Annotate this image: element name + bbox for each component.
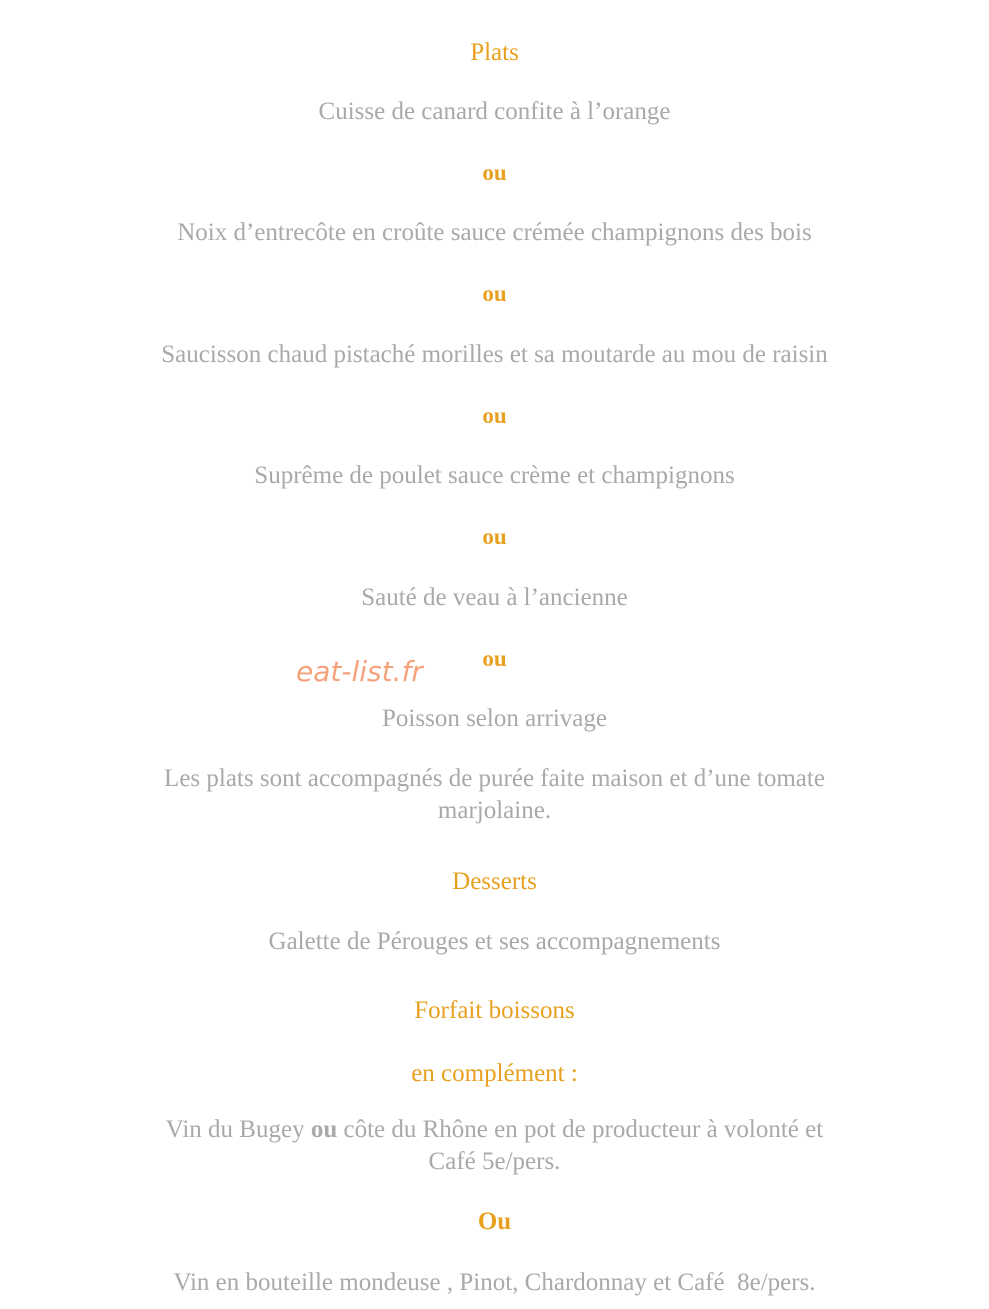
desserts-heading: Desserts xyxy=(452,868,537,895)
forfait-option-1-line-1 xyxy=(0,1114,989,1146)
dish-poulet: Suprême de poulet sauce crème et champignons xyxy=(254,462,735,489)
separator-ou: ou xyxy=(482,403,507,428)
plats-heading: Plats xyxy=(470,39,519,66)
forfait-option-1-line-2: Café 5e/pers. xyxy=(428,1148,561,1175)
dish-saucisson: Saucisson chaud pistaché morilles et sa moutarde au mou de raisin xyxy=(161,341,828,368)
option-1-ou: ou xyxy=(310,1116,338,1143)
watermark-logo: eat-list.fr xyxy=(296,655,423,688)
forfait-separator: Ou xyxy=(477,1208,512,1235)
dessert-galette: Galette de Pérouges et ses accompagnements xyxy=(268,928,721,955)
separator-ou: ou xyxy=(482,646,507,671)
dish-entrecote: Noix d’entrecôte en croûte sauce crémée champignons des bois xyxy=(177,219,812,246)
separator-ou: ou xyxy=(482,281,507,306)
accompaniment-line-1: Les plats sont accompagnés de purée faite maison et d’une tomate xyxy=(164,765,825,792)
dish-veau: Sauté de veau à l’ancienne xyxy=(361,584,628,611)
forfait-heading: Forfait boissons xyxy=(414,997,575,1024)
dish-poisson: Poisson selon arrivage xyxy=(382,705,607,732)
forfait-subheading: en complément : xyxy=(411,1060,578,1087)
accompaniment-line-2: marjolaine. xyxy=(437,797,552,824)
dish-canard: Cuisse de canard confite à l’orange xyxy=(318,98,671,125)
forfait-option-2: Vin en bouteille mondeuse , Pinot, Chardonnay et Café 8e/pers. xyxy=(173,1269,816,1296)
option-1-text-a: Vin du Bugey xyxy=(165,1116,311,1143)
option-1-text-b: côte du Rhône en pot de producteur à volonté et xyxy=(337,1116,824,1143)
separator-ou: ou xyxy=(482,160,507,185)
separator-ou: ou xyxy=(482,524,507,549)
